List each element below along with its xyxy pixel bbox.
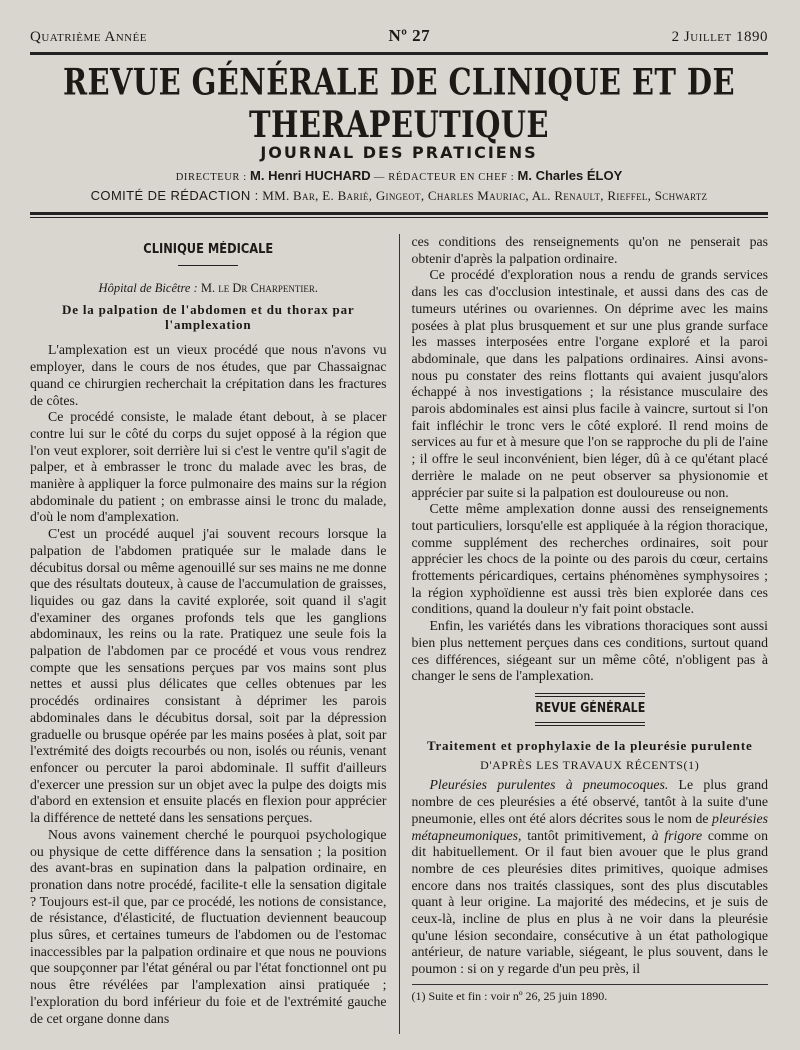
footnote: (1) Suite et fin : voir nº 26, 25 juin 1890. (412, 984, 769, 1005)
byline-author: M. le Dr Charpentier. (200, 280, 318, 295)
paragraph: C'est un procédé auquel j'ai souvent recours lorsque la palpation de l'abdomen pratiquée sur le malade dans le décubitus dorsal ou même agenouillé sur ses mains ne me donne que des résultats douteux, à cause de l'accumulation de graisses, liquides ou gaz dans la cavité explorée, soit quand il s'agit d'examiner des organes profonds tels que les ganglions abdominaux, les reins ou la rate. Pratiquez une seule fois la palpation de l'abdomen par ce procédé et vous vous rendrez compte que les sensations perçues par vos mains sont plus nettes et aussi plus délicates que celles obtenues par les procédés ordinaires consistant à déprimer les parois abdominales dans le décubitus dorsal, soit par la dépression graduelle ou brusque opérée par les mains posées à plat, soit par l'extrémité des doigts recourbés ou non, isolés ou réunis, venant enfoncer ou percuter la paroi abdominale. Il suffit d'ailleurs d'exercer une pression sur un objet avec la pulpe des doigts mis d'abord en extension et ensuite placés en flexion pour apprécier la différence de netteté dans les sensations perçues. (30, 526, 387, 826)
section-rule (178, 265, 238, 266)
masthead-rule (30, 212, 768, 215)
paragraph: Enfin, les variétés dans les vibrations thoraciques sont aussi bien plus nettement perçues dans ces conditions, surtout quand ces différences, siégeant sur un même côté, n'obligent pas à changer le sens de l'amplexation. (411, 618, 768, 684)
section-box-revue (412, 693, 769, 726)
article-title-amplexation: De la palpation de l'abdomen et du thorax par l'amplexation (62, 302, 355, 333)
lead-italic: Pleurésies purulentes à pneumocoques. (429, 777, 669, 793)
section-heading-clinique: CLINIQUE MÉDICALE (143, 242, 274, 257)
lead-text-end: comme on dit habituellement. Or il faut bien avouer que le plus grand nombre de ces pleurésies dites primitives, quoique admises encore dans nos traités classiques, sont des plus discutables quant à leur origine. La majorité des médecins, et je suis de ceux-là, incline de plus en plus à ne voir dans la pleurésie qu'une lésion secondaire, consécutive à un état pathologique antérieur, de nature variable, siégeant, le plus souvent, dans le poumon : si on y regarde d'un peu près, il (411, 827, 768, 977)
header-rule (30, 52, 768, 55)
section-rule (535, 693, 645, 697)
issue-number: Nº 27 (388, 26, 431, 45)
paragraph: Cette même amplexation donne aussi des renseignements tout particuliers, lorsqu'elle est appliquée à la région thoracique, comme supplément des recherches ordinaires, soit pour apprécier les chocs de la pointe ou des parois du cœur, certains frottements péricardiques, certains phénomènes symphysoires ; la région xyphoïdienne est aussi très bien explorée dans ces conditions, quand la douleur n'y fait point obstacle. (411, 501, 768, 617)
paragraph: L'amplexation est un vieux procédé que nous n'avons vu employer, dans le cours de nos études, que par Chassaignac quand ce chirurgien recherchait la crépitation dans les fractures de côtes. (30, 342, 387, 408)
paragraph: Nous avons vainement cherché le pourquoi psychologique ou physique de cette différence dans la sensation ; la position des avant-bras en supination dans la palpation ordinaire, en pronation dans notre procédé, facilite-t elle la sensation digitale ? Toujours est-il que, par ce procédé, les notions de consistance, de résistance, d'élasticité, de fluctuation deviennent beaucoup plus sûres, et certaines tumeurs de l'abdomen ou de l'estomac inaccessibles par la palpation ordinaire et que nous ne pouvions que soupçonner par l'état général ou par l'état fonctionnel ont pu nous être révélées par l'amplexation ainsi pratiquée ; l'exploration du bord inférieur du foie et de l'extrémité gauche de cet organe donne dans (30, 826, 387, 1026)
masthead-rule-thin (30, 217, 768, 218)
chief-label: — RÉDACTEUR EN CHEF : (373, 172, 515, 183)
article-columns (30, 234, 768, 1034)
lead-text: Le plus grand nombre de ces pleurésies a été observé, tantôt à la suite d'une pneumonie, elles ont été alors décrites sous le nom de (411, 777, 768, 826)
paragraph-lead (412, 777, 769, 977)
lead-italic-2: pleurésies métapneumoniques (411, 810, 768, 843)
paragraph: Ce procédé consiste, le malade étant debout, à se placer contre lui sur le côté du corps du sujet opposé à la région que l'on veut explorer, soit derrière lui si c'est le ventre qu'il s'agit de palper, et à embrasser le tronc du malade avec les bras, de manière à appliquer la force pulmonaire des mains sur la région abdominale du patient ; on embrasse ainsi le tronc du malade, d'où le nom d'amplexation. (30, 409, 387, 525)
right-column (412, 234, 769, 1034)
article-title-pleuresie: Traitement et prophylaxie de la pleurésie purulente (426, 737, 753, 753)
director-name: M. Henri HUCHARD (250, 168, 371, 183)
byline (30, 280, 387, 297)
section-heading-revue: REVUE GÉNÉRALE (534, 700, 645, 716)
issue-date: 2 Juillet 1890 (671, 29, 768, 45)
editors-line (30, 168, 768, 184)
paragraph: ces conditions des renseignements qu'on ne penserait pas obtenir d'après la palpation ordinaire. (411, 234, 768, 266)
chief-name: M. Charles ÉLOY (517, 168, 623, 183)
issue-header (30, 26, 768, 46)
committee-label: COMITÉ DE RÉDACTION : (90, 188, 259, 203)
lead-text-mid: , tantôt primitivement, (518, 827, 652, 843)
journal-subtitle: JOURNAL DES PRATICIENS (260, 143, 538, 162)
byline-place: Hôpital de Bicêtre : (98, 280, 198, 295)
left-column (30, 234, 387, 1034)
issue-year: Quatrième Année (30, 29, 148, 45)
journal-title: REVUE GÉNÉRALE DE CLINIQUE ET DE THERAPEUTIQUE (63, 60, 735, 146)
committee-members: MM. Bar, E. Barié, Gingeot, Charles Mauriac, Al. Renault, Rieffel, Schwartz (262, 188, 708, 203)
committee-line (30, 188, 768, 204)
paragraph: Ce procédé d'exploration nous a rendu de grands services dans les cas d'occlusion intestinale, et aussi dans des cas de tumeurs utérines ou ovariennes. On déprime avec les mains posées à plat plus brusquement et sur une plus grande surface les masses interposées entre l'organe exploré et la paroi abdominale, que dans les palpations ordinaires. Ainsi avons-nous pu constater des reins flottants qui avaient jusqu'alors échappé à nos investigations ; la résistance musculaire des parois abdominales est ainsi plus facile à vaincre, surtout si l'on fait infléchir le tronc vers le côté exploré. Il rend moins de services au fur et à mesure que l'on se rapproche du pli de l'aine ; il offre le seul inconvénient, bien léger, dû à ce qu'étant placé derrière le malade on ne peut observer sa physionomie et apprécier par suite si la palpation est douloureuse ou non. (411, 267, 768, 500)
section-rule (535, 722, 645, 726)
lead-italic-3: à frigore (651, 827, 703, 843)
article-source-line: D'APRÈS LES TRAVAUX RÉCENTS(1) (480, 757, 700, 772)
director-label: DIRECTEUR : (175, 172, 247, 183)
column-divider (399, 234, 400, 1034)
